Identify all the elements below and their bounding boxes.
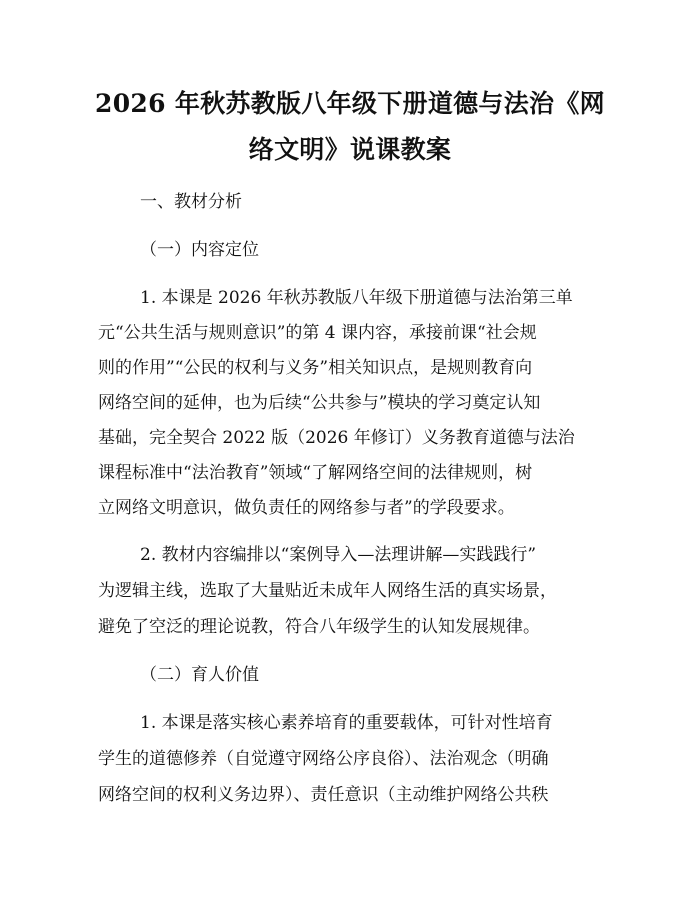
paragraph-1-line: 立网络文明意识，做负责任的网络参与者”的学段要求。: [98, 498, 515, 518]
paragraph-1-line: 1. 本课是 2026 年秋苏教版八年级下册道德与法治第三单: [140, 288, 573, 308]
paragraph-2-line: 避免了空泛的理论说教，符合八年级学生的认知发展规律。: [98, 617, 540, 637]
subsection-heading-content-positioning: （一）内容定位: [140, 240, 259, 260]
paragraph-1-line: 课程标准中“法治教育”领域“了解网络空间的法律规则，树: [98, 463, 533, 483]
section-heading-textbook-analysis: 一、教材分析: [140, 192, 242, 212]
paragraph-1-line: 元“公共生活与规则意识”的第 4 课内容，承接前课“社会规: [98, 323, 537, 343]
paragraph-3-line: 网络空间的权利义务边界）、责任意识（主动维护网络公共秩: [98, 785, 549, 805]
paragraph-1-line: 基础，完全契合 2022 版（2026 年修订）义务教育道德与法治: [98, 428, 575, 448]
paragraph-2-line: 2. 教材内容编排以“案例导入—法理讲解—实践践行”: [140, 545, 537, 565]
document-title-line-2: 络文明》说课教案: [248, 135, 452, 164]
paragraph-2-line: 为逻辑主线，选取了大量贴近未成年人网络生活的真实场景，: [98, 581, 557, 601]
paragraph-1-line: 则的作用”“公民的权利与义务”相关知识点，是规则教育向: [98, 358, 533, 378]
paragraph-3-line: 学生的道德修养（自觉遵守网络公序良俗）、法治观念（明确: [98, 749, 549, 769]
document-title-line-1: 2026 年秋苏教版八年级下册道德与法治《网: [95, 89, 605, 118]
paragraph-3-line: 1. 本课是落实核心素养培育的重要载体，可针对性培育: [140, 713, 553, 733]
paragraph-1-line: 网络空间的延伸，也为后续“公共参与”模块的学习奠定认知: [98, 393, 541, 413]
subsection-heading-educational-value: （二）育人价值: [140, 665, 259, 685]
